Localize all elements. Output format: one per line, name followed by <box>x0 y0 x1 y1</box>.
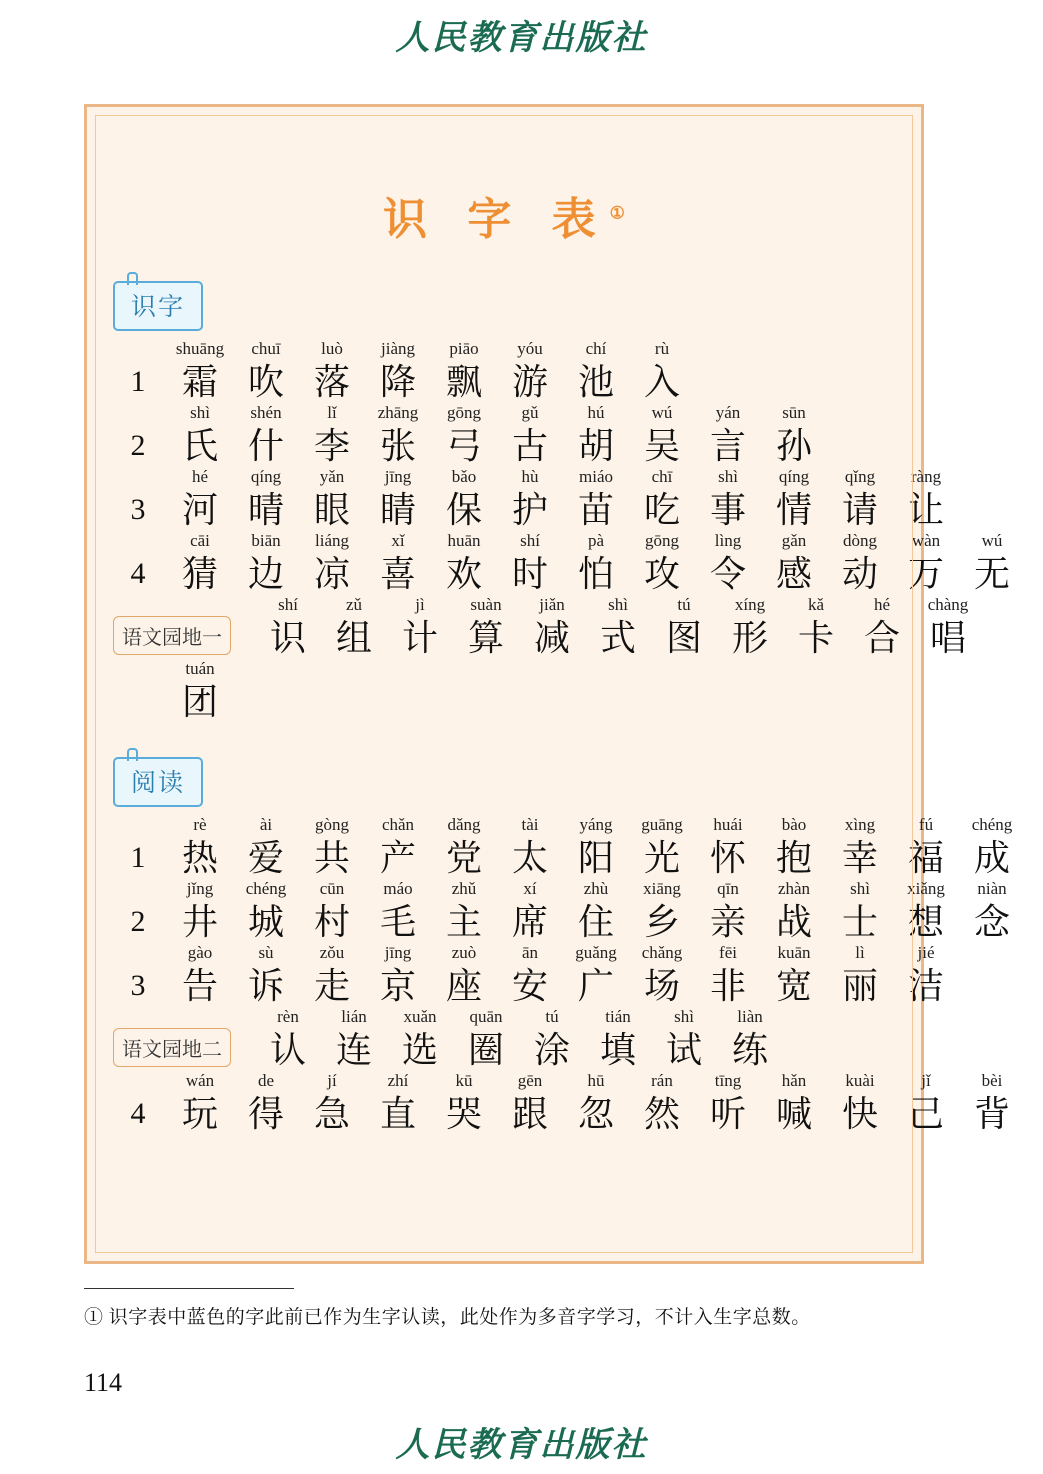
pinyin: wàn <box>911 531 941 550</box>
hanzi: 练 <box>731 1030 768 1070</box>
pinyin: chī <box>651 467 673 486</box>
hanzi: 组 <box>335 618 372 658</box>
pinyin: gǎn <box>781 531 807 550</box>
pinyin: hù <box>521 467 539 486</box>
character-cell <box>959 531 1025 595</box>
hanzi: 动 <box>841 554 878 594</box>
pin-icon <box>127 272 138 285</box>
hanzi: 落 <box>313 362 350 402</box>
pinyin: jì <box>415 595 425 614</box>
pinyin: jí <box>327 1071 337 1090</box>
pinyin: qǐng <box>844 467 876 486</box>
hanzi: 填 <box>599 1030 636 1070</box>
pinyin: zhāng <box>377 403 419 422</box>
pinyin: qīn <box>717 879 739 898</box>
pinyin: shì <box>608 595 628 614</box>
hanzi: 广 <box>577 966 614 1006</box>
pinyin: zǒu <box>319 943 345 962</box>
footnote-text: ① 识字表中蓝色的字此前已作为生字认读，此处作为多音字学习，不计入生字总数。 <box>84 1307 811 1328</box>
pinyin: liáng <box>315 531 349 550</box>
hanzi: 认 <box>269 1030 306 1070</box>
hanzi: 己 <box>907 1094 944 1134</box>
hanzi: 城 <box>247 902 284 942</box>
hanzi: 热 <box>181 838 218 878</box>
pinyin: liàn <box>737 1007 763 1026</box>
pinyin: chǎng <box>641 943 683 962</box>
pinyin: xíng <box>734 595 766 614</box>
pinyin: jǐng <box>186 879 214 898</box>
pinyin: sù <box>258 943 274 962</box>
hanzi: 京 <box>379 966 416 1006</box>
publisher-mark-top: 人民教育出版社 <box>395 20 648 57</box>
pinyin: rèn <box>277 1007 299 1026</box>
pinyin: hú <box>587 403 605 422</box>
lesson-number: 2 <box>130 905 146 938</box>
hanzi: 席 <box>511 902 548 942</box>
hanzi: 算 <box>467 618 504 658</box>
character-cell <box>959 1071 1025 1135</box>
pinyin: jīng <box>384 943 412 962</box>
pinyin: zuò <box>451 943 477 962</box>
hanzi: 河 <box>181 490 218 530</box>
hanzi: 非 <box>709 966 746 1006</box>
pinyin: gǔ <box>521 403 539 422</box>
pinyin: zǔ <box>345 595 363 614</box>
pinyin: lǐ <box>327 403 337 422</box>
hanzi: 保 <box>445 490 482 530</box>
pinyin: zhǔ <box>451 879 477 898</box>
hanzi: 直 <box>379 1094 416 1134</box>
hanzi: 令 <box>709 554 746 594</box>
pinyin: cāi <box>190 531 210 550</box>
hanzi: 村 <box>313 902 350 942</box>
unit-tag-label: 语文园地二 <box>113 1028 231 1067</box>
pinyin: suàn <box>470 595 502 614</box>
pinyin: piāo <box>449 339 479 358</box>
page-title <box>87 183 921 247</box>
pinyin: jiàng <box>381 339 415 358</box>
hanzi: 抱 <box>775 838 812 878</box>
pinyin: rè <box>193 815 207 834</box>
hanzi: 共 <box>313 838 350 878</box>
pinyin: ān <box>521 943 539 962</box>
pinyin: tuán <box>185 659 215 678</box>
hanzi: 哭 <box>445 1094 482 1134</box>
pinyin: gòng <box>315 815 349 834</box>
pinyin: máo <box>383 879 413 898</box>
pinyin: yóu <box>517 339 543 358</box>
pinyin: xìng <box>844 815 876 834</box>
pinyin: wú <box>981 531 1003 550</box>
hanzi: 吹 <box>247 362 284 402</box>
pinyin: shì <box>718 467 738 486</box>
section-tag-1 <box>113 281 203 331</box>
pinyin: tīng <box>714 1071 742 1090</box>
lesson-number: 3 <box>130 493 146 526</box>
pinyin: quān <box>469 1007 503 1026</box>
hanzi: 福 <box>907 838 944 878</box>
pinyin: kū <box>455 1071 473 1090</box>
hanzi: 背 <box>973 1094 1010 1134</box>
pinyin: xǐ <box>391 531 405 550</box>
hanzi: 团 <box>181 682 218 722</box>
pinyin: gōng <box>645 531 679 550</box>
hanzi: 请 <box>841 490 878 530</box>
pinyin: sūn <box>782 403 806 422</box>
hanzi: 晴 <box>247 490 284 530</box>
section-tag-label: 识字 <box>113 281 203 331</box>
pinyin: lián <box>341 1007 367 1026</box>
hanzi: 党 <box>445 838 482 878</box>
pinyin: bǎo <box>451 467 477 486</box>
pinyin: zhàn <box>777 879 811 898</box>
pinyin: shén <box>250 403 282 422</box>
hanzi: 无 <box>973 554 1010 594</box>
lesson-number: 4 <box>130 1097 146 1130</box>
hanzi: 飘 <box>445 362 482 402</box>
hanzi: 座 <box>445 966 482 1006</box>
hanzi: 亲 <box>709 902 746 942</box>
hanzi: 毛 <box>379 902 416 942</box>
pinyin: lì <box>855 943 865 962</box>
hanzi: 欢 <box>445 554 482 594</box>
hanzi: 事 <box>709 490 746 530</box>
hanzi: 战 <box>775 902 812 942</box>
hanzi: 池 <box>577 362 614 402</box>
pinyin: de <box>257 1071 275 1090</box>
pinyin: shí <box>520 531 540 550</box>
pinyin: pà <box>587 531 605 550</box>
hanzi: 猜 <box>181 554 218 594</box>
hanzi: 幸 <box>841 838 878 878</box>
pinyin: hū <box>587 1071 605 1090</box>
lesson-number: 2 <box>130 429 146 462</box>
pinyin: yáng <box>579 815 613 834</box>
pinyin: jǐ <box>921 1071 931 1090</box>
pinyin: bèi <box>981 1071 1003 1090</box>
pinyin: niàn <box>977 879 1007 898</box>
hanzi: 什 <box>247 426 284 466</box>
pinyin: tián <box>605 1007 631 1026</box>
hanzi: 宽 <box>775 966 812 1006</box>
pinyin: gēn <box>517 1071 543 1090</box>
pinyin: shuāng <box>175 339 225 358</box>
hanzi: 试 <box>665 1030 702 1070</box>
hanzi: 快 <box>841 1094 878 1134</box>
pinyin: dòng <box>843 531 877 550</box>
hanzi: 减 <box>533 618 570 658</box>
hanzi: 圈 <box>467 1030 504 1070</box>
pinyin: rán <box>651 1071 673 1090</box>
pinyin: fú <box>918 815 934 834</box>
pinyin: guāng <box>641 815 683 834</box>
character-cell <box>915 595 981 659</box>
hanzi: 睛 <box>379 490 416 530</box>
hanzi: 言 <box>709 426 746 466</box>
pinyin: shì <box>190 403 210 422</box>
hanzi: 入 <box>643 362 680 402</box>
hanzi: 爱 <box>247 838 284 878</box>
pinyin: wú <box>651 403 673 422</box>
pinyin: miáo <box>579 467 613 486</box>
hanzi: 喜 <box>379 554 416 594</box>
hanzi: 急 <box>313 1094 350 1134</box>
pinyin: xuǎn <box>403 1007 437 1026</box>
pinyin: rù <box>654 339 670 358</box>
lesson-number: 1 <box>130 365 146 398</box>
pinyin: kuài <box>845 1071 875 1090</box>
pinyin: lìng <box>714 531 742 550</box>
hanzi: 跟 <box>511 1094 548 1134</box>
hanzi: 护 <box>511 490 548 530</box>
lesson-number: 3 <box>130 969 146 1002</box>
pinyin: cūn <box>319 879 345 898</box>
hanzi: 氏 <box>181 426 218 466</box>
pinyin: tú <box>545 1007 559 1026</box>
pinyin: shì <box>674 1007 694 1026</box>
pinyin: zhù <box>583 879 609 898</box>
hanzi: 忽 <box>577 1094 614 1134</box>
hanzi: 情 <box>775 490 812 530</box>
hanzi: 住 <box>577 902 614 942</box>
hanzi: 士 <box>841 902 878 942</box>
lesson-number: 1 <box>130 841 146 874</box>
pinyin: hé <box>873 595 891 614</box>
hanzi: 丽 <box>841 966 878 1006</box>
pinyin: kuān <box>777 943 811 962</box>
hanzi: 告 <box>181 966 218 1006</box>
hanzi: 感 <box>775 554 812 594</box>
hanzi: 眼 <box>313 490 350 530</box>
hanzi: 卡 <box>797 618 834 658</box>
hanzi: 古 <box>511 426 548 466</box>
hanzi: 涂 <box>533 1030 570 1070</box>
pinyin: qíng <box>250 467 282 486</box>
pinyin: jié <box>917 943 935 962</box>
hanzi: 成 <box>973 838 1010 878</box>
pinyin: yán <box>715 403 741 422</box>
hanzi: 李 <box>313 426 350 466</box>
hanzi: 降 <box>379 362 416 402</box>
hanzi: 万 <box>907 554 944 594</box>
pinyin: tú <box>677 595 691 614</box>
pinyin: gào <box>187 943 213 962</box>
unit-tag-label: 语文园地一 <box>113 616 231 655</box>
hanzi: 听 <box>709 1094 746 1134</box>
pinyin: tài <box>521 815 539 834</box>
hanzi: 苗 <box>577 490 614 530</box>
hanzi: 式 <box>599 618 636 658</box>
hanzi: 胡 <box>577 426 614 466</box>
hanzi: 主 <box>445 902 482 942</box>
hanzi: 光 <box>643 838 680 878</box>
pinyin: huái <box>713 815 743 834</box>
pinyin: chàng <box>927 595 969 614</box>
footnote-divider <box>84 1288 294 1289</box>
pinyin: xiāng <box>643 879 681 898</box>
pinyin: wán <box>185 1071 215 1090</box>
hanzi: 乡 <box>643 902 680 942</box>
hanzi: 走 <box>313 966 350 1006</box>
hanzi: 想 <box>907 902 944 942</box>
pinyin: ràng <box>910 467 942 486</box>
page-number: 114 <box>84 1368 123 1397</box>
section-tag-2 <box>113 757 203 807</box>
publisher-mark-bottom: 人民教育出版社 <box>395 1427 648 1464</box>
hanzi: 合 <box>863 618 900 658</box>
hanzi: 诉 <box>247 966 284 1006</box>
hanzi: 游 <box>511 362 548 402</box>
hanzi: 选 <box>401 1030 438 1070</box>
hanzi: 计 <box>401 618 438 658</box>
pinyin: chí <box>585 339 607 358</box>
pinyin: fēi <box>719 943 737 962</box>
hanzi: 连 <box>335 1030 372 1070</box>
pinyin: biān <box>251 531 281 550</box>
pinyin: kǎ <box>807 595 825 614</box>
pinyin: chéng <box>245 879 287 898</box>
hanzi: 怕 <box>577 554 614 594</box>
hanzi: 井 <box>181 902 218 942</box>
pinyin: hǎn <box>781 1071 807 1090</box>
hanzi: 弓 <box>445 426 482 466</box>
character-cell <box>959 815 1025 879</box>
hanzi: 念 <box>973 902 1010 942</box>
pinyin: hé <box>191 467 209 486</box>
hanzi: 形 <box>731 618 768 658</box>
pinyin: chuī <box>251 339 281 358</box>
hanzi: 时 <box>511 554 548 594</box>
hanzi: 得 <box>247 1094 284 1134</box>
pinyin: chéng <box>971 815 1013 834</box>
hanzi: 图 <box>665 618 702 658</box>
hanzi: 太 <box>511 838 548 878</box>
pinyin: gōng <box>447 403 481 422</box>
pinyin: xí <box>523 879 537 898</box>
content-frame <box>84 104 1013 1264</box>
lesson-number: 4 <box>130 557 146 590</box>
pinyin: huān <box>447 531 481 550</box>
pinyin: guǎng <box>575 943 617 962</box>
hanzi: 洁 <box>907 966 944 1006</box>
hanzi: 然 <box>643 1094 680 1134</box>
hanzi: 安 <box>511 966 548 1006</box>
hanzi: 吃 <box>643 490 680 530</box>
hanzi: 场 <box>643 966 680 1006</box>
hanzi: 产 <box>379 838 416 878</box>
pinyin: qíng <box>778 467 810 486</box>
page-title-text: 识 字 表 <box>383 195 610 244</box>
hanzi: 凉 <box>313 554 350 594</box>
hanzi: 吴 <box>643 426 680 466</box>
hanzi: 张 <box>379 426 416 466</box>
hanzi: 唱 <box>929 618 966 658</box>
character-cell <box>959 879 1025 943</box>
pin-icon <box>127 748 138 761</box>
hanzi: 识 <box>269 618 306 658</box>
pinyin: chǎn <box>381 815 415 834</box>
hanzi: 边 <box>247 554 284 594</box>
pinyin: jīng <box>384 467 412 486</box>
hanzi: 怀 <box>709 838 746 878</box>
hanzi: 让 <box>907 490 944 530</box>
hanzi: 玩 <box>181 1094 218 1134</box>
hanzi: 阳 <box>577 838 614 878</box>
hanzi: 孙 <box>775 426 812 466</box>
pinyin: xiǎng <box>907 879 945 898</box>
hanzi: 喊 <box>775 1094 812 1134</box>
pinyin: shì <box>850 879 870 898</box>
pinyin: jiǎn <box>539 595 565 614</box>
pinyin: zhí <box>387 1071 409 1090</box>
pinyin: shí <box>278 595 298 614</box>
hanzi: 霜 <box>181 362 218 402</box>
pinyin: ài <box>259 815 273 834</box>
content-frame-inner-border <box>95 115 913 1253</box>
hanzi: 攻 <box>643 554 680 594</box>
pinyin: bào <box>781 815 807 834</box>
section-tag-label: 阅读 <box>113 757 203 807</box>
pinyin: yǎn <box>319 467 345 486</box>
pinyin: luò <box>321 339 343 358</box>
page-title-footnote-marker: ① <box>609 203 625 223</box>
pinyin: dǎng <box>447 815 481 834</box>
